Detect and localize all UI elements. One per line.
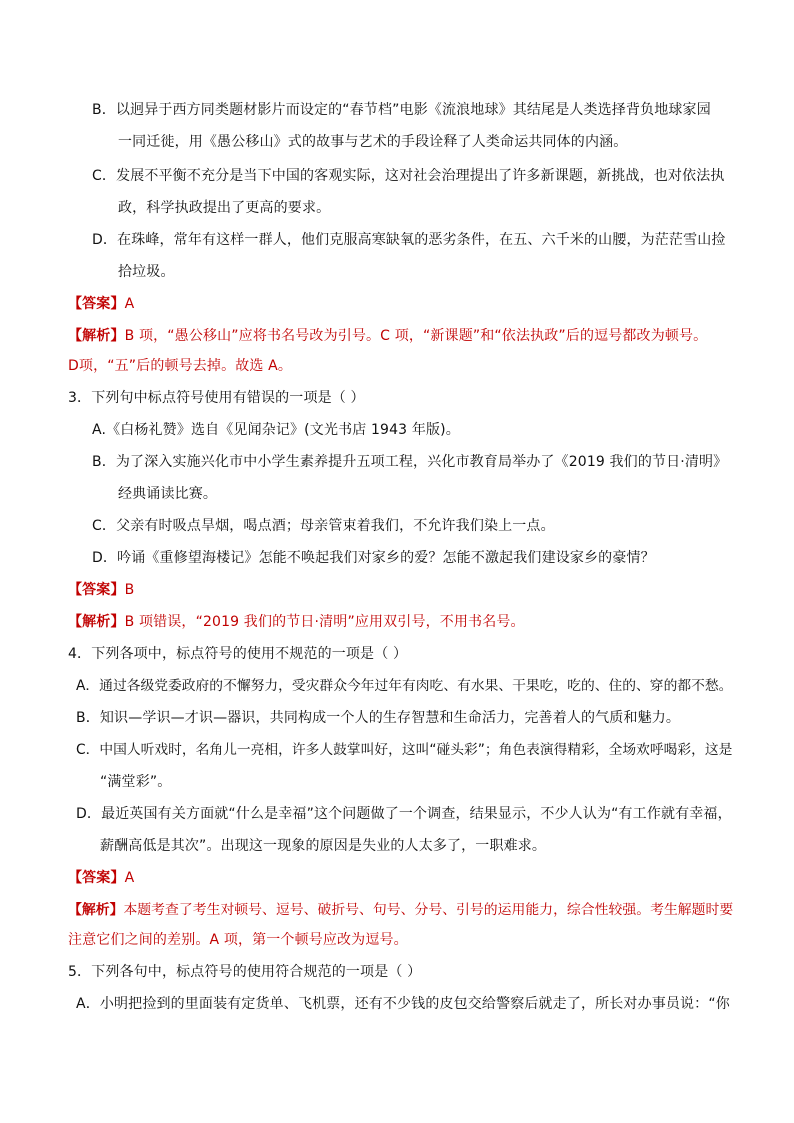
- q4-answer: [68, 868, 134, 888]
- q2-option-b-line2: 一同迁徙，用《愚公移山》式的故事与艺术的手段诠释了人类命运共同体的内涵。: [118, 134, 628, 150]
- analysis-label: 【解析】: [68, 902, 124, 918]
- analysis-text: B 项，“愚公移山”应将书名号改为引号。C 项，“新课题”和“依法执政”后的逗号都改为顿号。: [124, 328, 708, 344]
- q4-option-a: A．通过各级党委政府的不懈努力，受灾群众今年过年有肉吃、有水果、干果吃，吃的、住的、穿的都不愁。: [76, 678, 733, 694]
- q3-option-b-line2: 经典诵读比赛。: [118, 486, 218, 502]
- q4-option-d-line2: 薪酬高低是其次”。出现这一现象的原因是失业的人太多了，一职难求。: [100, 838, 547, 854]
- q4-analysis-line1: [68, 900, 733, 920]
- q2-answer: [68, 294, 134, 314]
- q3-option-d: D．吟诵《重修望海楼记》怎能不唤起我们对家乡的爱？怎能不激起我们建设家乡的豪情？: [92, 550, 655, 566]
- q4-stem: 4．下列各项中，标点符号的使用不规范的一项是（ ）: [68, 646, 408, 662]
- q3-answer: [68, 580, 134, 600]
- answer-value: A: [124, 870, 135, 886]
- q4-option-d-line1: D．最近英国有关方面就“什么是幸福”这个问题做了一个调查，结果显示，不少人认为“有工作就有幸福，: [76, 806, 732, 822]
- q2-analysis-line1: [68, 326, 707, 346]
- analysis-text: 本题考查了考生对顿号、逗号、破折号、句号、分号、引号的运用能力，综合性较强。考生解题时要: [123, 902, 734, 918]
- analysis-label: 【解析】: [68, 328, 125, 344]
- analysis-text: B 项错误，“2019 我们的节日·清明”应用双引号，不用书名号。: [124, 614, 525, 630]
- q5-stem: 5．下列各句中，标点符号的使用符合规范的一项是（ ）: [68, 964, 422, 980]
- q2-analysis-line2: D项，“五”后的顿号去掉。故选 A。: [68, 358, 293, 374]
- q3-stem: 3．下列句中标点符号使用有错误的一项是（ ）: [68, 390, 365, 406]
- q2-option-b-line1: B．以迥异于西方同类题材影片而设定的“春节档”电影《流浪地球》其结尾是人类选择背负地球家园: [92, 102, 711, 118]
- answer-value: A: [124, 296, 135, 312]
- q4-option-c-line2: “满堂彩”。: [100, 774, 172, 790]
- q5-option-a-line1: A．小明把捡到的里面装有定货单、飞机票，还有不少钱的皮包交给警察后就走了，所长对办事员说：“你: [76, 996, 730, 1012]
- answer-label: 【答案】: [68, 582, 125, 598]
- answer-label: 【答案】: [68, 296, 125, 312]
- answer-value: B: [124, 582, 135, 598]
- q4-option-c-line1: C．中国人听戏时，名角儿一亮相，许多人鼓掌叫好，这叫“碰头彩”；角色表演得精彩，全场欢呼喝彩，这是: [76, 742, 733, 758]
- q4-option-b: B．知识—学识—才识—器识，共同构成一个人的生存智慧和生命活力，完善着人的气质和魅力。: [76, 710, 681, 726]
- q2-option-c-line1: C．发展不平衡不充分是当下中国的客观实际，这对社会治理提出了许多新课题，新挑战，也对依法执: [92, 168, 725, 184]
- q4-analysis-line2: 注意它们之间的差别。A 项，第一个顿号应改为逗号。: [68, 932, 408, 948]
- q2-option-c-line2: 政，科学执政提出了更高的要求。: [118, 200, 331, 216]
- q2-option-d-line1: D．在珠峰，常年有这样一群人，他们克服高寒缺氧的恶劣条件，在五、六千米的山腰，为茫茫雪山捡: [92, 232, 726, 248]
- analysis-label: 【解析】: [68, 614, 125, 630]
- q3-option-b-line1: B．为了深入实施兴化市中小学生素养提升五项工程，兴化市教育局举办了《2019 我们的节日·清明》: [92, 454, 728, 470]
- q3-analysis: [68, 612, 525, 632]
- q3-option-c: C．父亲有时吸点旱烟，喝点酒；母亲管束着我们，不允许我们染上一点。: [92, 518, 555, 534]
- answer-label: 【答案】: [68, 870, 125, 886]
- q2-option-d-line2: 拾垃圾。: [118, 264, 175, 280]
- q3-option-a: A.《白杨礼赞》选自《见闻杂记》(文光书店 1943 年版)。: [92, 422, 460, 438]
